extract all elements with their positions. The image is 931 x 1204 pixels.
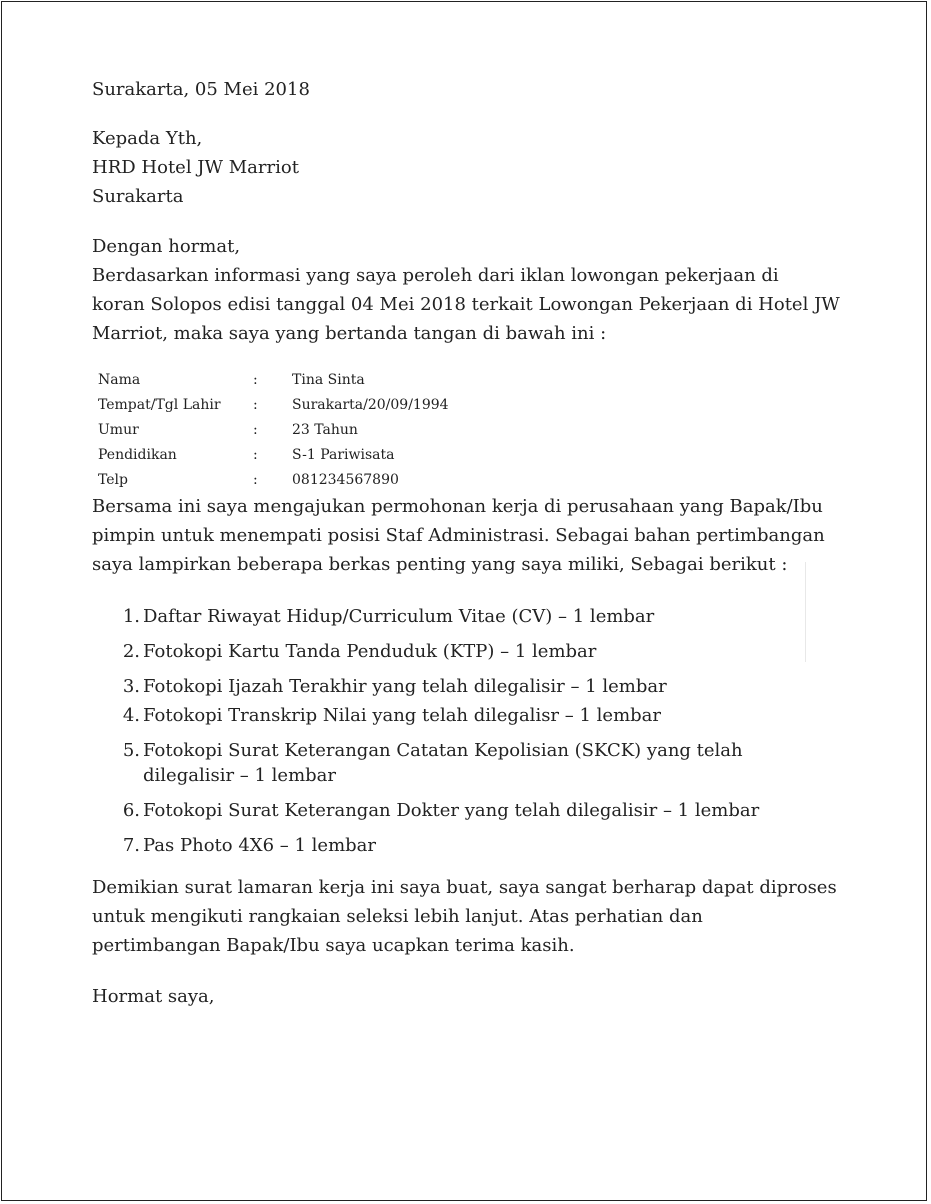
recipient-block [92,124,299,211]
attachment-text: Fotokopi Surat Keterangan Catatan Kepolisian (SKCK) yang telah [143,740,743,761]
attachment-number: 4. [122,705,140,726]
identity-value: 081234567890 [292,472,399,488]
attachment-text: Fotokopi Transkrip Nilai yang telah dilegalisr – 1 lembar [143,705,661,726]
closing-paragraph [92,873,837,960]
faint-divider [805,562,806,662]
attachment-number: 6. [122,800,140,821]
identity-value: 23 Tahun [292,422,358,438]
identity-colon: : [253,372,258,388]
letter-date: Surakarta, 05 Mei 2018 [92,79,310,100]
recipient-line: Surakarta [92,186,184,207]
identity-label: Tempat/Tgl Lahir [98,397,221,413]
attachment-number: 1. [122,606,140,627]
attachment-number: 2. [122,641,140,662]
identity-colon: : [253,447,258,463]
identity-value: S-1 Pariwisata [292,447,395,463]
signoff: Hormat saya, [92,986,215,1007]
identity-label: Telp [98,472,128,488]
identity-label: Pendidikan [98,447,177,463]
closing-line: Demikian surat lamaran kerja ini saya buat, saya sangat berharap dapat diproses [92,877,837,898]
identity-colon: : [253,422,258,438]
greeting-block [92,232,779,290]
identity-value: Surakarta/20/09/1994 [292,397,449,413]
application-paragraph [92,492,825,579]
application-line: pimpin untuk menempati posisi Staf Administrasi. Sebagai bahan pertimbangan [92,525,825,546]
attachment-number: 7. [122,835,140,856]
identity-colon: : [253,472,258,488]
attachment-text: Fotokopi Surat Keterangan Dokter yang telah dilegalisir – 1 lembar [143,800,760,821]
attachment-text: Daftar Riwayat Hidup/Curriculum Vitae (CV) – 1 lembar [143,606,655,627]
intro-line: Berdasarkan informasi yang saya peroleh dari iklan lowongan pekerjaan di [92,265,779,286]
attachment-number: 5. [122,740,140,761]
attachment-text: dilegalisir – 1 lembar [143,765,337,786]
application-line: Bersama ini saya mengajukan permohonan kerja di perusahaan yang Bapak/Ibu [92,496,823,517]
attachment-text: Pas Photo 4X6 – 1 lembar [143,835,376,856]
closing-line: untuk mengikuti rangkaian seleksi lebih lanjut. Atas perhatian dan [92,906,703,927]
closing-line: pertimbangan Bapak/Ibu saya ucapkan terima kasih. [92,935,575,956]
salutation: Dengan hormat, [92,236,241,257]
intro-paragraph [92,290,840,348]
recipient-line: Kepada Yth, [92,128,203,149]
recipient-line: HRD Hotel JW Marriot [92,157,299,178]
identity-colon: : [253,397,258,413]
intro-line: koran Solopos edisi tanggal 04 Mei 2018 terkait Lowongan Pekerjaan di Hotel JW [92,294,840,315]
application-line: saya lampirkan beberapa berkas penting yang saya miliki, Sebagai berikut : [92,554,788,575]
identity-label: Umur [98,422,139,438]
attachment-number: 3. [122,676,140,697]
attachment-text: Fotokopi Ijazah Terakhir yang telah dilegalisir – 1 lembar [143,676,667,697]
identity-value: Tina Sinta [292,372,365,388]
letter-page [1,1,927,1201]
attachment-text: Fotokopi Kartu Tanda Penduduk (KTP) – 1 lembar [143,641,597,662]
intro-line: Marriot, maka saya yang bertanda tangan di bawah ini : [92,323,607,344]
identity-label: Nama [98,372,141,388]
